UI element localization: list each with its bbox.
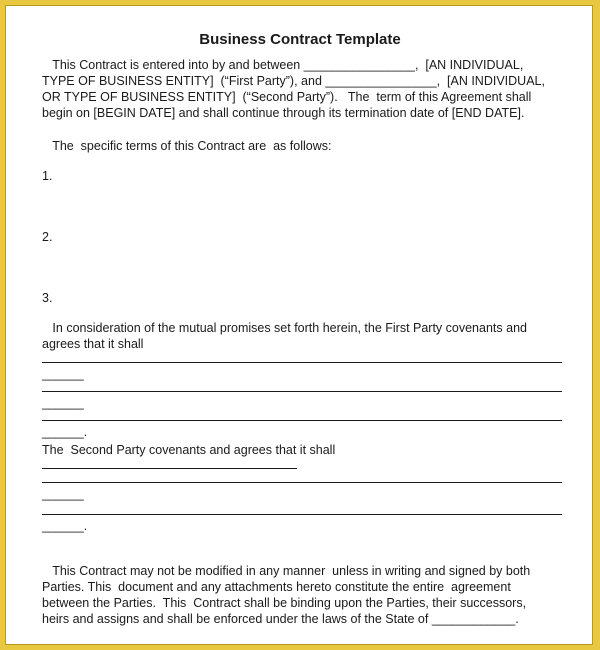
first-party-blank-1-end: ______ <box>42 367 84 381</box>
second-party-blank-line-1 <box>42 468 297 469</box>
intro-line-2: TYPE OF BUSINESS ENTITY] (“First Party”), and ________________, [AN INDIVIDUAL, <box>42 74 545 88</box>
intro-line-3: OR TYPE OF BUSINESS ENTITY] (“Second Party”). The term of this Agreement shall <box>42 90 532 104</box>
second-party-blank-3-end: ______. <box>42 519 88 533</box>
second-party-blank-line-3 <box>42 514 562 515</box>
term-item-1: 1. <box>42 169 53 183</box>
second-party-intro: The Second Party covenants and agrees that it shall <box>42 443 336 457</box>
first-party-blank-line-1 <box>42 362 562 363</box>
term-item-3: 3. <box>42 291 53 305</box>
first-party-blank-line-2 <box>42 391 562 392</box>
closing-line-2: Parties. This document and any attachments hereto constitute the entire agreement <box>42 580 511 594</box>
document-title: Business Contract Template <box>199 31 401 48</box>
first-party-blank-line-3 <box>42 420 562 421</box>
terms-intro: The specific terms of this Contract are as follows: <box>42 139 332 153</box>
second-party-blank-2-end: ______ <box>42 487 84 501</box>
document-page <box>5 5 593 645</box>
second-party-blank-line-2 <box>42 482 562 483</box>
closing-line-1: This Contract may not be modified in any manner unless in writing and signed by both <box>42 564 531 578</box>
closing-line-3: between the Parties. This Contract shall be binding upon the Parties, their successors, <box>42 596 527 610</box>
first-party-line-2: agrees that it shall <box>42 337 144 351</box>
contract-document <box>6 6 594 646</box>
intro-line-4: begin on [BEGIN DATE] and shall continue through its termination date of [END DATE]. <box>42 106 525 120</box>
first-party-blank-3-end: ______. <box>42 425 88 439</box>
closing-line-4: heirs and assigns and shall be enforced under the laws of the State of ____________. <box>42 612 519 626</box>
term-item-2: 2. <box>42 230 53 244</box>
intro-line-1: This Contract is entered into by and between ________________, [AN INDIVIDUAL, <box>42 58 524 72</box>
first-party-blank-2-end: ______ <box>42 396 84 410</box>
first-party-line-1: In consideration of the mutual promises set forth herein, the First Party covenants and <box>42 321 527 335</box>
